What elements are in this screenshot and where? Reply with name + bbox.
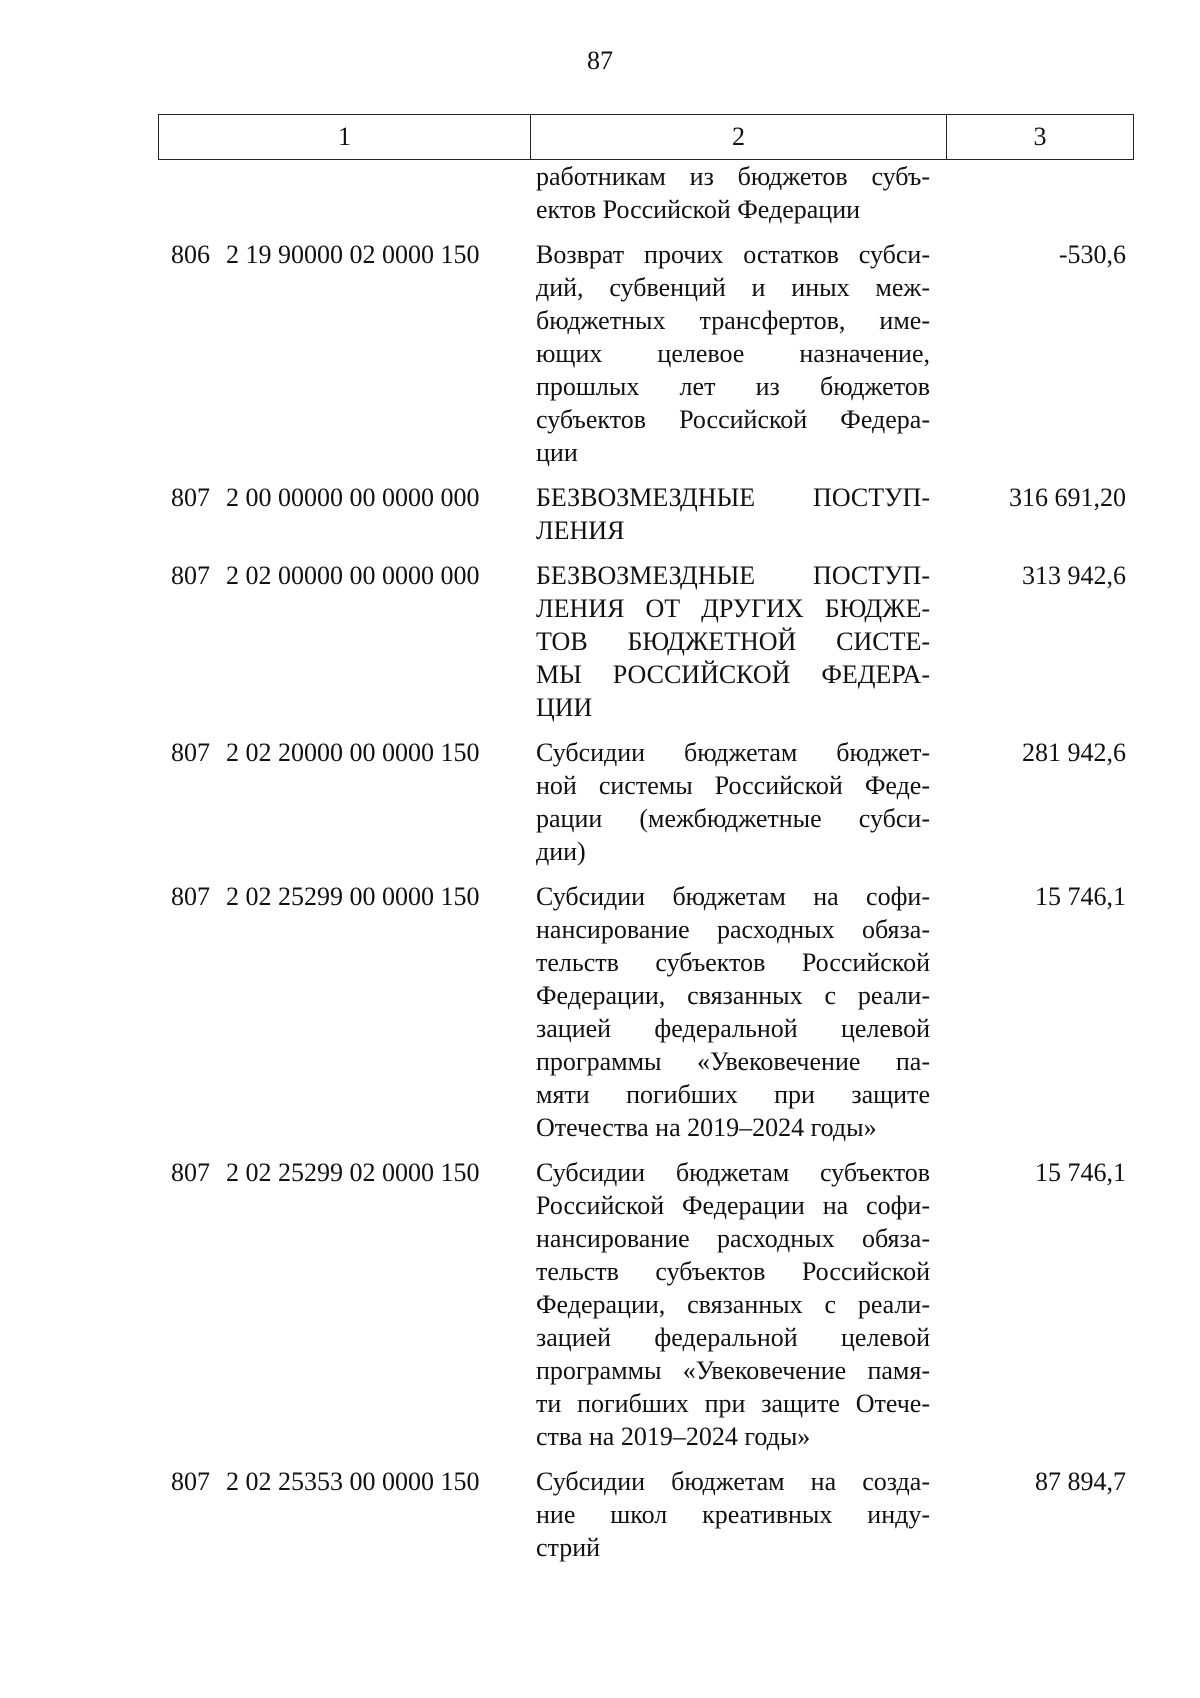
budget-code-cell: 2 00 00000 00 0000 000 [226,483,480,512]
income-name-cell [530,880,930,1144]
table-row [158,160,1134,226]
income-name-line: Федерации, связанных с реали- [536,981,930,1010]
budget-code-cell: 2 02 25299 00 0000 150 [226,882,480,911]
admin-code-cell: 806 [171,240,210,269]
table-row [158,238,1134,469]
admin-code-cell: 807 [171,1158,210,1187]
table-row [158,1156,1134,1453]
income-name-line: Отечества на 2019–2024 годы» [536,1113,877,1142]
income-name-line: дии) [536,837,586,866]
table-row [158,880,1134,1144]
amount-cell: 313 942,6 [1022,561,1126,590]
income-name-line: программы «Увековечение памя- [536,1356,930,1385]
income-name-line: бюджетных трансфертов, име- [536,306,930,335]
table-row [158,481,1134,547]
income-name-line: нансирование расходных обяза- [536,915,930,944]
amount-cell: 87 894,7 [1035,1467,1126,1496]
header-col-1: 1 [159,115,531,159]
income-name-line: ной системы Российской Феде- [536,771,930,800]
income-name-line: Российской Федерации на софи- [536,1191,930,1220]
income-name-line: БЕЗВОЗМЕЗДНЫЕ ПОСТУП- [536,483,930,512]
income-name-line: ЛЕНИЯ [536,516,625,545]
revenue-table [158,114,1134,1564]
header-col-3: 3 [1033,122,1047,151]
income-name-cell [530,736,930,868]
table-row [158,736,1134,868]
income-name-cell [530,1156,930,1453]
admin-code-cell: 807 [171,882,210,911]
income-name-line: ЦИИ [536,693,593,722]
income-name-line: Субсидии бюджетам на софи- [536,882,930,911]
budget-code-cell [220,160,530,226]
income-name-line: ТОВ БЮДЖЕТНОЙ СИСТЕ- [536,627,930,656]
income-name-line: дий, субвенций и иных меж- [536,273,930,302]
amount-cell: 281 942,6 [1022,738,1126,767]
table-body [158,160,1134,1564]
budget-code-cell: 2 02 25299 02 0000 150 [226,1158,480,1187]
income-name-line: ющих целевое назначение, [536,339,930,368]
income-name-line: Субсидии бюджетам субъектов [536,1158,930,1187]
admin-code-cell: 807 [171,561,210,590]
income-name-line: ЛЕНИЯ ОТ ДРУГИХ БЮДЖЕ- [536,594,930,623]
income-name-cell [530,160,930,226]
table-header [158,114,1134,160]
admin-code-cell: 807 [171,738,210,767]
amount-cell: 316 691,20 [1009,483,1126,512]
admin-code-cell: 807 [171,1467,210,1496]
income-name-line: Возврат прочих остатков субси- [536,240,930,269]
income-name-line: рации (межбюджетные субси- [536,804,930,833]
income-name-line: прошлых лет из бюджетов [536,372,930,401]
income-name-line: субъектов Российской Федера- [536,405,930,434]
income-name-cell [530,481,930,547]
income-name-line: зацией федеральной целевой [536,1014,930,1043]
income-name-cell [530,559,930,724]
budget-code-cell: 2 02 00000 00 0000 000 [226,561,480,590]
income-name-line: работникам из бюджетов субъ- [536,162,930,191]
table-row [158,559,1134,724]
budget-code-cell: 2 02 20000 00 0000 150 [226,738,480,767]
income-name-line: ектов Российской Федерации [536,195,861,224]
income-name-line: МЫ РОССИЙСКОЙ ФЕДЕРА- [536,660,930,689]
income-name-line: тельств субъектов Российской [536,1257,930,1286]
income-name-line: тельств субъектов Российской [536,948,930,977]
income-name-line: мяти погибших при защите [536,1080,930,1109]
income-name-line: БЕЗВОЗМЕЗДНЫЕ ПОСТУП- [536,561,930,590]
page-number: 87 [587,46,613,75]
amount-cell: 15 746,1 [1035,882,1126,911]
budget-code-cell: 2 19 90000 02 0000 150 [226,240,480,269]
admin-code-cell: 807 [171,483,210,512]
admin-code-cell [158,160,220,226]
income-name-line: ства на 2019–2024 годы» [536,1422,811,1451]
amount-cell: -530,6 [1058,240,1126,269]
income-name-line: Федерации, связанных с реали- [536,1290,930,1319]
income-name-line: зацией федеральной целевой [536,1323,930,1352]
amount-cell: 15 746,1 [1035,1158,1126,1187]
income-name-cell [530,1465,930,1564]
table-row [158,1465,1134,1564]
income-name-cell [530,238,930,469]
amount-cell [930,160,1134,226]
income-name-line: программы «Увековечение па- [536,1047,930,1076]
income-name-line: ние школ креативных инду- [536,1500,930,1529]
income-name-line: Субсидии бюджетам бюджет- [536,738,930,767]
income-name-line: Субсидии бюджетам на созда- [536,1467,930,1496]
header-col-2: 2 [531,115,947,159]
budget-code-cell: 2 02 25353 00 0000 150 [226,1467,480,1496]
income-name-line: нансирование расходных обяза- [536,1224,930,1253]
income-name-line: ции [536,438,578,467]
income-name-line: ти погибших при защите Отече- [536,1389,930,1418]
income-name-line: стрий [536,1533,601,1562]
